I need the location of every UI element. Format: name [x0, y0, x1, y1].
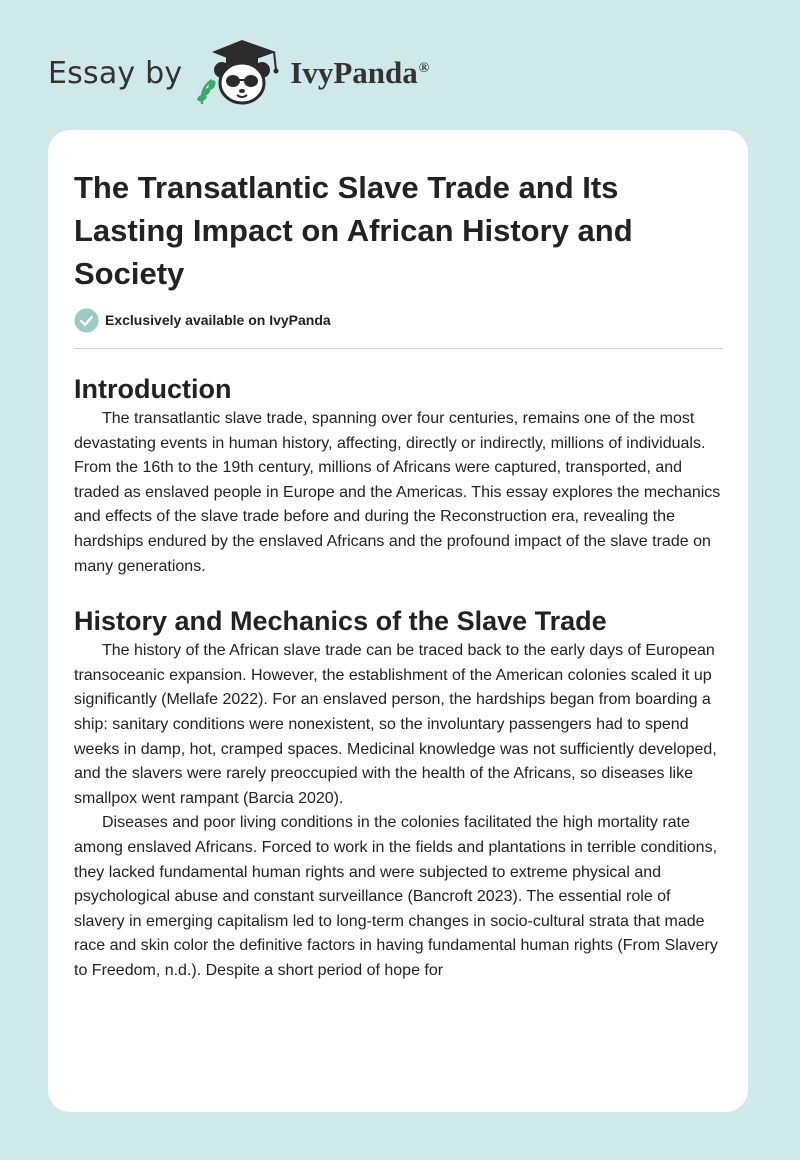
logo-brand-text: IvyPanda® — [290, 55, 430, 90]
essay-title: The Transatlantic Slave Trade and Its Lasting Impact on African History and Society — [74, 170, 633, 291]
title-divider — [74, 348, 723, 349]
logo-prefix-text: Essay by — [48, 55, 183, 91]
section-heading-introduction: Introduction — [74, 374, 232, 404]
paragraph: Diseases and poor living conditions in the colonies facilitated the high mortality rate among enslaved Africans. Forced to work in the fields and plantations in terrible conditions, they lacked fundamental human rights and were subjected to extreme physical and psychological abuse and constant surveillance (Bancroft 2023). The essential role of slavery in emerging capitalism led to long-term changes in socio-cultural strata that made race and skin color the definitive factors in having fundamental human rights (From Slavery to Freedom, n.d.). Despite a short period of hope for — [74, 814, 718, 979]
paragraph: The history of the African slave trade can be traced back to the early days of European transoceanic expansion. However, the establishment of the American colonies scaled it up significantly (Mellafe 2022). For an enslaved person, the hardships began from boarding a ship: sanitary conditions were nonexistent, so the involuntary passengers had to spend weeks in damp, hot, cramped spaces. Medicinal knowledge was not sufficiently developed, and the slavers were rarely preoccupied with the health of the Africans, so diseases like smallpox went rampant (Barcia 2020). — [74, 642, 717, 807]
essay-card — [48, 130, 748, 1112]
exclusive-badge-label: Exclusively available on IvyPanda — [105, 312, 331, 328]
panda-graduate-icon — [196, 38, 288, 108]
paragraph: The transatlantic slave trade, spanning over four centuries, remains one of the most devastating events in human history, affecting, directly or indirectly, millions of individuals. From the 16th to the 19th century, millions of Africans were captured, transported, and traded as enslaved people in Europe and the Americas. This essay explores the mechanics and effects of the slave trade before and during the Reconstruction era, revealing the hardships endured by the enslaved Africans and the profound impact of the slave trade on many generations. — [74, 410, 721, 575]
section-heading-history: History and Mechanics of the Slave Trade — [74, 606, 607, 637]
essay-content — [74, 166, 723, 983]
check-circle-icon — [74, 308, 99, 333]
site-logo[interactable] — [48, 38, 429, 108]
exclusive-badge — [74, 307, 723, 333]
